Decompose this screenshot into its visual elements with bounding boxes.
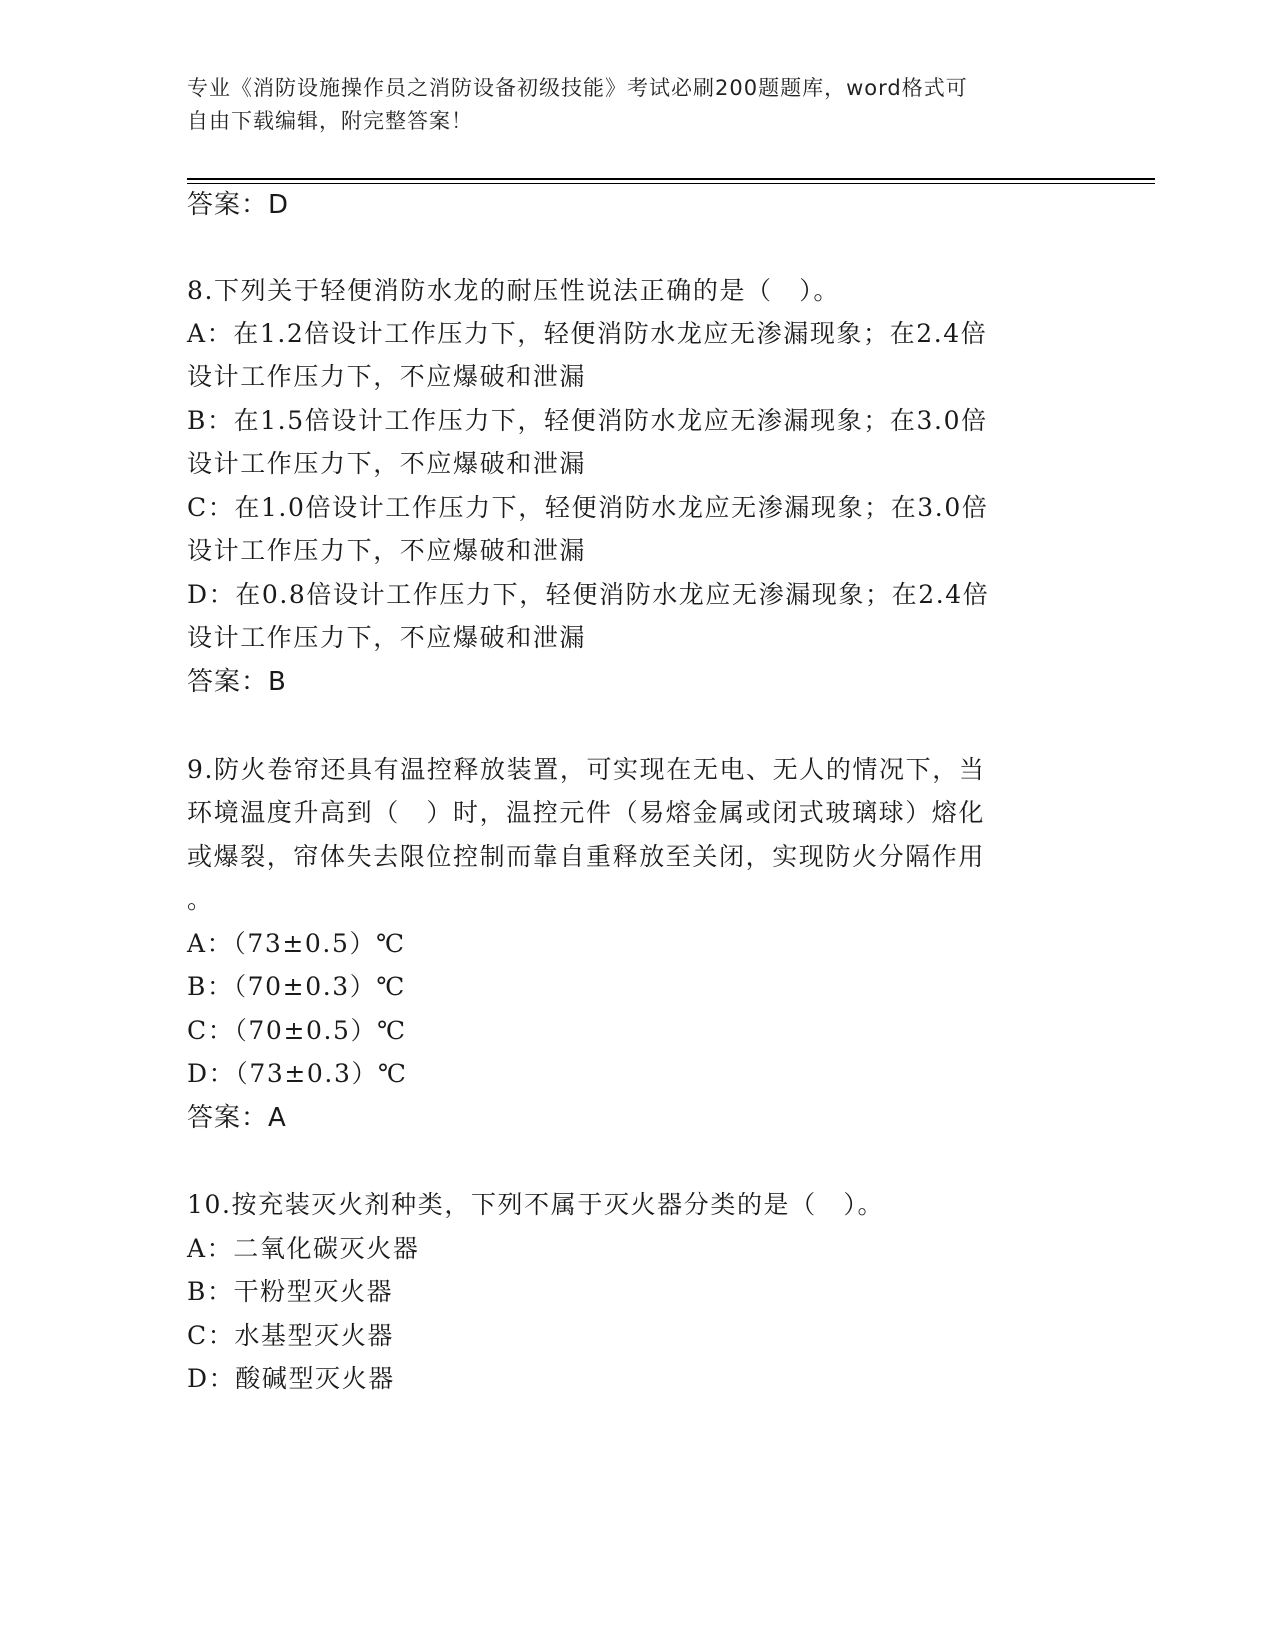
document-header bbox=[187, 72, 1067, 138]
q8-answer: 答案：B bbox=[187, 667, 287, 697]
header-line-2: 自由下载编辑，附完整答案！ bbox=[187, 109, 473, 133]
question-9-stem-2: 环境温度升高到（ ）时，温控元件（易熔金属或闭式玻璃球）熔化 bbox=[187, 798, 986, 827]
q9-option-a: A：（73±0.5）℃ bbox=[187, 929, 406, 958]
q10-option-b: B：干粉型灭火器 bbox=[187, 1277, 394, 1306]
q8-option-b-cont: 设计工作压力下，不应爆破和泄漏 bbox=[187, 449, 587, 478]
answer-line: 答案：D bbox=[187, 190, 290, 220]
question-9-stem-1: 9.防火卷帘还具有温控释放装置，可实现在无电、无人的情况下，当 bbox=[187, 755, 986, 784]
header-divider-thin bbox=[187, 183, 1155, 184]
q9-answer: 答案：A bbox=[187, 1103, 287, 1133]
question-10-stem: 10.按充装灭火剂种类，下列不属于灭火器分类的是（ ）。 bbox=[187, 1190, 885, 1219]
q8-option-c-cont: 设计工作压力下，不应爆破和泄漏 bbox=[187, 536, 587, 565]
q8-option-d: D：在0.8倍设计工作压力下，轻便消防水龙应无渗漏现象；在2.4倍 bbox=[187, 580, 990, 609]
question-9-stem-4: 。 bbox=[187, 885, 214, 914]
header-line-1: 专业《消防设施操作员之消防设备初级技能》考试必刷200题题库，word格式可 bbox=[187, 76, 968, 100]
header-divider bbox=[187, 178, 1155, 180]
q8-option-c: C：在1.0倍设计工作压力下，轻便消防水龙应无渗漏现象；在3.0倍 bbox=[187, 493, 989, 522]
q8-option-d-cont: 设计工作压力下，不应爆破和泄漏 bbox=[187, 623, 587, 652]
q10-option-a: A：二氧化碳灭火器 bbox=[187, 1234, 420, 1263]
q10-option-d: D：酸碱型灭火器 bbox=[187, 1364, 395, 1393]
q9-option-b: B：（70±0.3）℃ bbox=[187, 972, 406, 1001]
q10-option-c: C：水基型灭火器 bbox=[187, 1321, 394, 1350]
q9-option-d: D：（73±0.3）℃ bbox=[187, 1059, 408, 1088]
question-8-stem: 8.下列关于轻便消防水龙的耐压性说法正确的是（ ）。 bbox=[187, 276, 840, 305]
question-9-stem-3: 或爆裂，帘体失去限位控制而靠自重释放至关闭，实现防火分隔作用 bbox=[187, 842, 986, 871]
q8-option-b: B：在1.5倍设计工作压力下，轻便消防水龙应无渗漏现象；在3.0倍 bbox=[187, 406, 988, 435]
q8-option-a-cont: 设计工作压力下，不应爆破和泄漏 bbox=[187, 362, 587, 391]
q8-option-a: A：在1.2倍设计工作压力下，轻便消防水龙应无渗漏现象；在2.4倍 bbox=[187, 319, 988, 348]
q9-option-c: C：（70±0.5）℃ bbox=[187, 1016, 407, 1045]
